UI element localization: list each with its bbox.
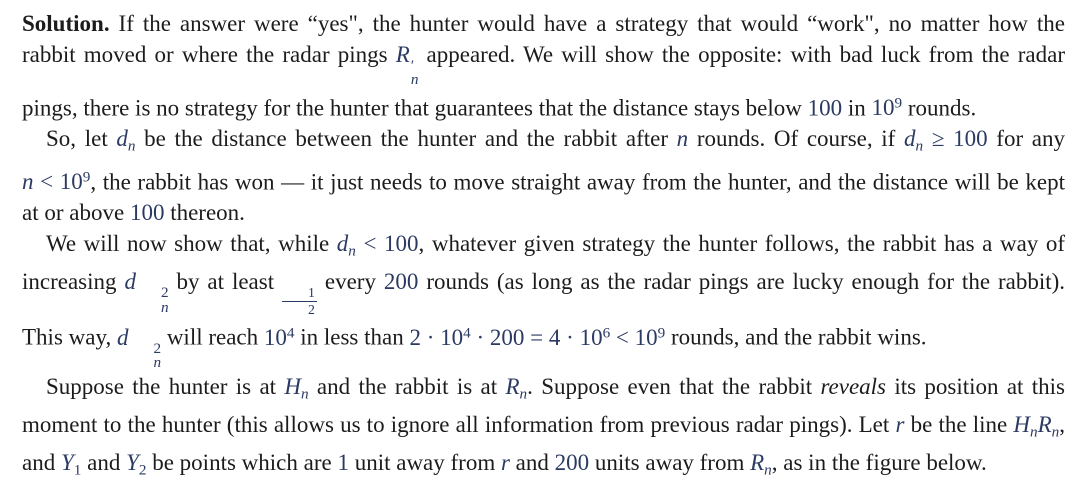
text-run: and the rabbit is at	[308, 373, 506, 399]
text-run: Suppose the hunter is at	[46, 373, 285, 399]
text-run: be the distance between the hunter and the rabbit after	[135, 126, 677, 152]
inline-math: $10^9$	[871, 94, 903, 121]
inline-math: d 2 n	[116, 324, 162, 372]
paragraph-setup-figure	[22, 371, 1065, 486]
inline-math: d 2 n	[124, 269, 169, 316]
inline-math: 1	[337, 450, 349, 476]
text-run: its position at this moment to the hunter (this allows us to ignore all information from previous radar pings). Let	[22, 373, 1066, 437]
paragraph-solution-intro	[22, 8, 1065, 123]
inline-math: 200	[383, 269, 419, 295]
text-run: rounds. Of course, if	[688, 126, 905, 152]
inline-math: $2 \cdot 10^4 \cdot 200 = 4 \cdot 10^6 < 10^9$	[409, 324, 666, 350]
inline-math: Y2	[126, 450, 147, 479]
text-run: So, let	[46, 126, 117, 152]
text-run: for any	[987, 126, 1066, 152]
text-run: , as in the figure below.	[771, 450, 987, 476]
text-run: thereon.	[164, 200, 245, 226]
text-run: units away from	[589, 450, 751, 476]
text-run: rounds (as long as the radar pings are lucky enough for the rabbit). This way,	[22, 269, 1066, 350]
text-run: rounds.	[902, 95, 977, 121]
inline-math: 200	[554, 450, 590, 476]
text-run: every	[316, 269, 384, 295]
text-run: We will now show that, while	[46, 231, 337, 257]
inline-math: $10^4$	[263, 324, 295, 350]
text-run: unit away from	[348, 450, 501, 476]
inline-math: r	[500, 450, 510, 476]
text-run: by at least	[168, 269, 283, 295]
inline-math: 100	[807, 95, 843, 121]
paragraph-increase-claim	[22, 228, 1065, 370]
text-run: . Suppose even that the rabbit	[527, 373, 821, 399]
inline-math: r	[895, 411, 905, 437]
text-run: appeared. We will show the opposite: with bad luck from the radar pings, there is no strategy for the hunter that guarantees that the distance stays below	[22, 42, 1065, 121]
inline-math: n	[676, 126, 689, 152]
text-run: be the line	[904, 411, 1014, 437]
inline-math: Rn	[750, 450, 772, 479]
inline-math: $n < 10^9$	[22, 168, 91, 195]
text-run: be points which are	[146, 450, 338, 476]
text-run: rounds, and the rabbit wins.	[665, 324, 927, 350]
text-run: , whatever given strategy the hunter follows, the rabbit has a way of increasing	[22, 231, 1066, 295]
text-run: If the answer were “yes", the hunter would have a strategy that would “work", no matter how the rabbit moved or where the radar pings	[22, 11, 1065, 67]
text-run: , and	[22, 411, 1065, 476]
inline-math: Hn	[284, 373, 309, 402]
inline-math: dn < 100	[336, 231, 419, 260]
inline-math: HnRn	[1013, 411, 1060, 441]
italic-run: reveals	[820, 373, 887, 399]
paragraph-distance-definition	[22, 123, 1065, 228]
text-run: will reach	[161, 324, 264, 350]
text-run: in less than	[294, 324, 410, 350]
inline-math: 100	[129, 200, 165, 226]
inline-math: R ′ n	[395, 42, 419, 89]
fraction: $\frac{1}{2}$	[282, 269, 317, 294]
inline-math: dn ≥ 100	[904, 126, 988, 155]
text-run: and	[81, 450, 127, 476]
inline-math: Rn	[505, 373, 528, 402]
bold-run: Solution.	[22, 11, 110, 36]
inline-math: Y1	[60, 450, 82, 479]
inline-math: dn	[116, 126, 136, 155]
text-run: , the rabbit has won — it just needs to move straight away from the hunter, and the distance will be kept at or above	[22, 169, 1066, 226]
text-run: in	[842, 95, 872, 121]
text-run: and	[509, 450, 555, 476]
